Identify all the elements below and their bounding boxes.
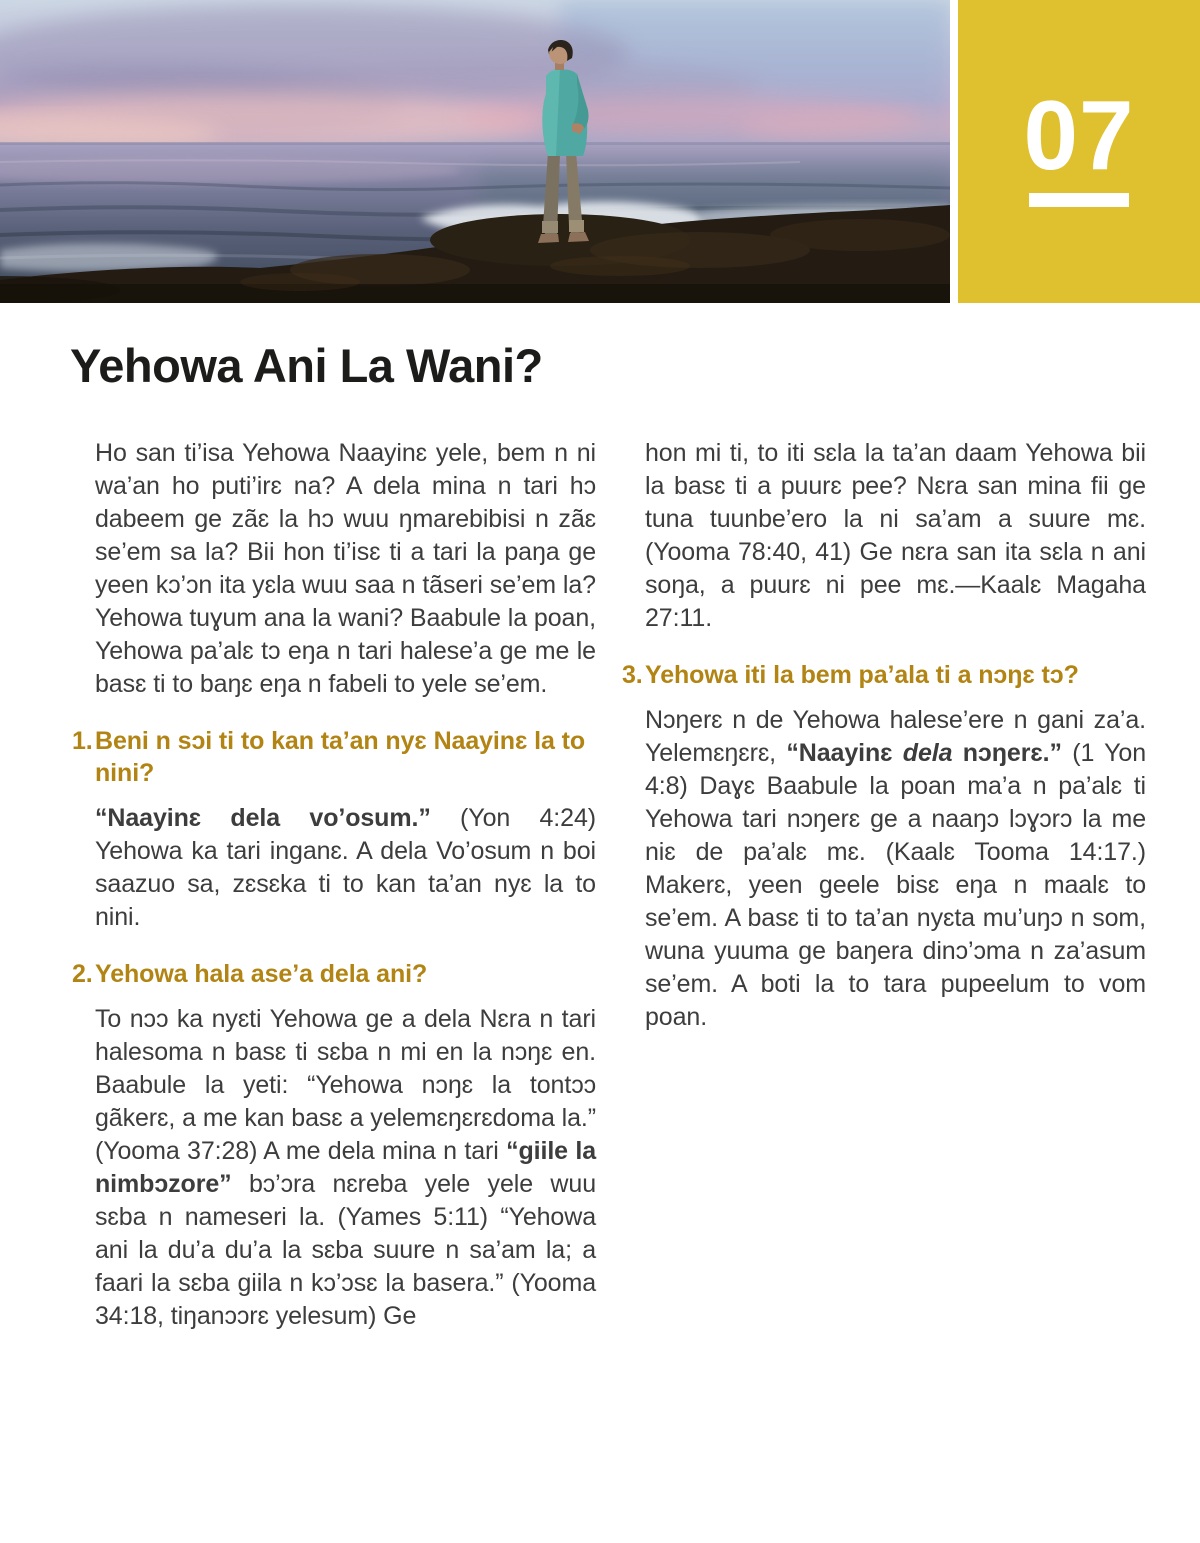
body-paragraph (72, 802, 596, 934)
right-column (622, 437, 1146, 1034)
question-heading (72, 958, 596, 990)
text-run: To nɔɔ ka nyɛti Yehowa ge a dela Nɛra n tari halesoma n basɛ ti sɛba n mi en la nɔŋɛ en. Baabule la yeti: “Yehowa nɔŋɛ la tontɔɔ gãkerɛ, a me kan basɛ a yelemɛŋɛrɛdoma la.” (Yooma 37:28) A me dela mina n tari (95, 1005, 596, 1165)
body-paragraph (72, 1003, 596, 1333)
text-run: “Naayinɛ (786, 739, 903, 767)
seashore-dusk-scene (0, 0, 950, 303)
question-text: Beni n sɔi ti to kan ta’an nyɛ Naayinɛ la to nini? (95, 727, 586, 787)
text-run: Nɔŋerɛ n de Yehowa halese’ere n gani za’a. Yelemɛŋɛrɛ, (645, 706, 1146, 767)
body-paragraph (622, 704, 1146, 1034)
text-run: hon mi ti, to iti sɛla la ta’an daam Yehowa bii la basɛ ti a puurɛ pee? Nɛra san mina fii ge tuna tuunbe’ero la ni sa’am a suure mɛ. (Yooma 78:40, 41) Ge nɛra san ita sɛla n ani soŋa, a puurɛ ni pee mɛ.—Kaalɛ Magaha 27:11. (645, 439, 1146, 632)
question-heading (622, 659, 1146, 691)
sky (0, 0, 950, 153)
hero-photo (0, 0, 950, 303)
chapter-number: 07 (1023, 80, 1135, 190)
page-title: Yehowa Ani La Wani? (70, 339, 543, 392)
question-heading (72, 725, 596, 789)
left-column (72, 437, 596, 1333)
question-number: 3. (622, 661, 643, 689)
question-text: Yehowa hala ase’a dela ani? (95, 960, 428, 988)
text-run: Ho san ti’isa Yehowa Naayinɛ yele, bem n ni wa’an ho puti’irɛ na? A dela mina n tari hɔ dabeem ge zãɛ la hɔ wuu ŋmarebibisi n zãɛ se’em sa la? Bii hon ti’isɛ ti a tari la paŋa ge yeen kɔ’ɔn ita yɛla wuu saa n tãseri se’em la? Yehowa tuɣum ana la wani? Baabule la poan, Yehowa pa’alɛ tɔ eŋa n tari halese’a ge me le basɛ ti to baŋɛ eŋa n fabeli to yele se’em. (95, 439, 596, 698)
body-paragraph (622, 437, 1146, 635)
text-run: “giile la nimbɔzore” (95, 1137, 596, 1198)
question-number: 1. (72, 727, 93, 755)
chapter-number-underline (1029, 193, 1129, 207)
question-number: 2. (72, 960, 93, 988)
body-paragraph (72, 437, 596, 701)
text-run: dela (902, 739, 953, 767)
text-run: nɔŋerɛ.” (952, 739, 1062, 767)
text-run: “Naayinɛ dela vo’osum.” (95, 804, 431, 832)
chapter-number-box (958, 0, 1200, 303)
text-run: (Yon 4:24) Yehowa ka tari inganɛ. A dela Vo’osum n boi saazuo sa, zɛsɛka ti to kan ta’an nyɛ la to nini. (95, 804, 596, 931)
text-run: bɔ’ɔra nɛreba yele yele wuu sɛba n nameseri la. (Yames 5:11) “Yehowa ani la du’a du’a la sɛba suure n sa’am la; a faari la sɛba giila n kɔ’ɔsɛ la basera.” (Yooma 34:18, tiŋanɔɔrɛ yelesum) Ge (95, 1170, 596, 1330)
question-text: Yehowa iti la bem pa’ala ti a nɔŋɛ tɔ? (645, 661, 1079, 689)
text-run: (1 Yon 4:8) Daɣɛ Baabule la poan ma’a n pa’alɛ ti Yehowa tari nɔŋerɛ ge a naaŋɔ lɔɣɔrɔ la me niɛ de pa’alɛ mɛ. (Kaalɛ Tooma 14:17.) Makerɛ, yeen geele bisɛ eŋa n maalɛ to se’em. A basɛ ti to ta’an nyɛta mu’uŋɔ n som, wuna yuuma ge baŋera dinɔ’ɔma n za’asum se’em. A boti la to tara pupeelum to vom poan. (645, 739, 1147, 1031)
